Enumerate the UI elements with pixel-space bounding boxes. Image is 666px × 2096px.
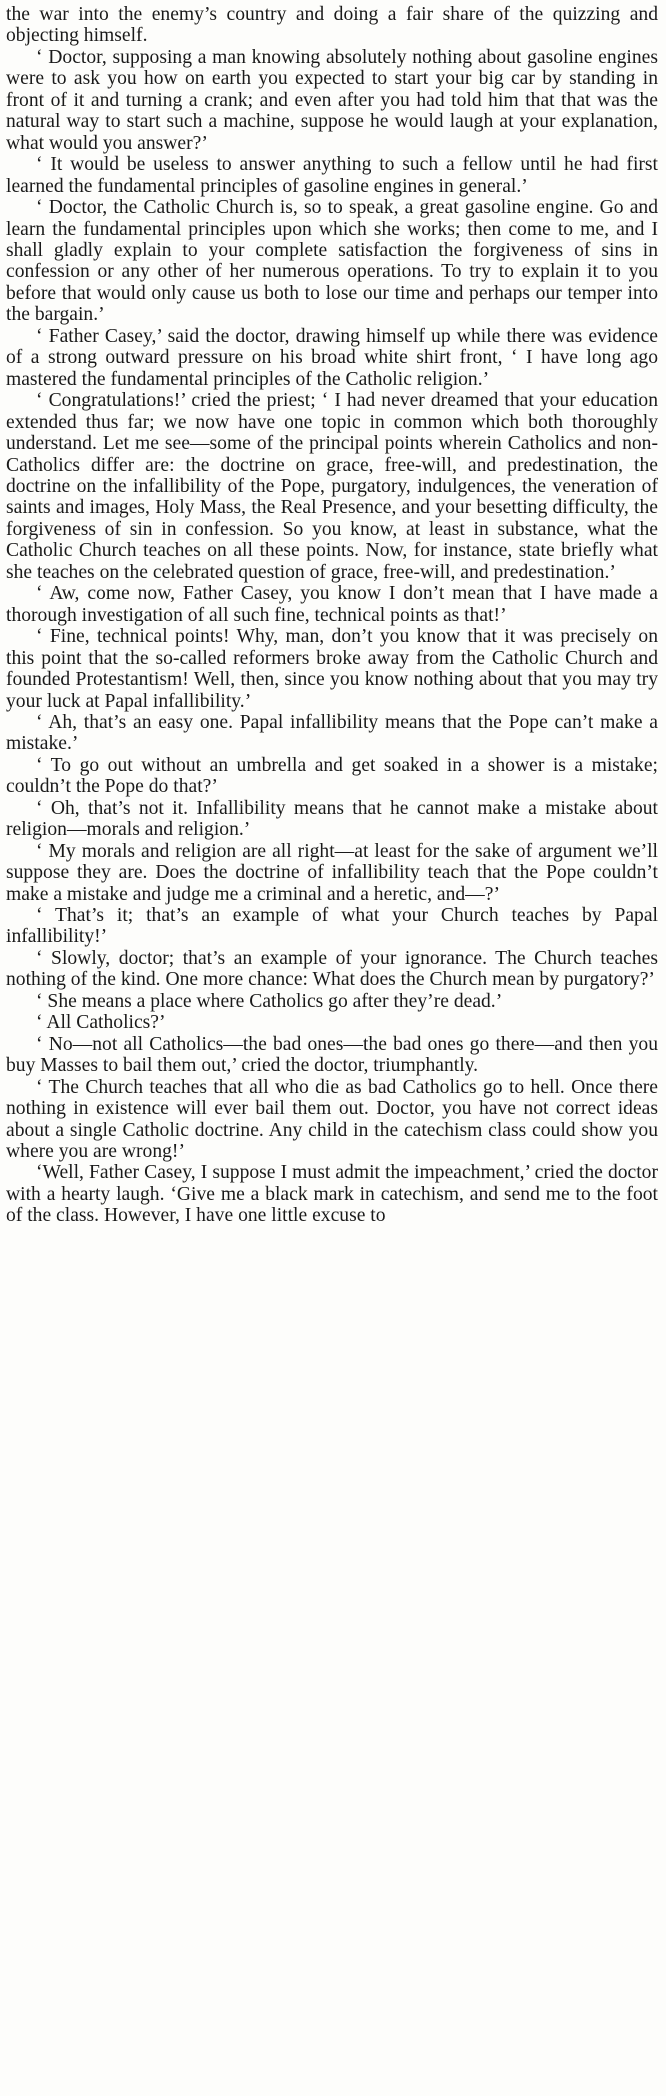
paragraph-umbrella: ‘ To go out without an umbrella and get soaked in a shower is a mistake; couldn’t the Pope do that?’ xyxy=(6,754,658,798)
paragraph-gasoline-question: ‘ Doctor, supposing a man knowing absolutely nothing about gasoline engines were to ask you how on earth you expected to start your big car by standing in front of it and turning a crank; and even after you had told him that that was the natural way to start such a machine, suppose he would laugh at your explanation, what would you answer?’ xyxy=(6,46,658,154)
paragraph-thats-it: ‘ That’s it; that’s an example of what your Church teaches by Papal infallibility!’ xyxy=(6,905,658,948)
paragraph-bad-ones: ‘ No—not all Catholics—the bad ones—the bad ones go there—and then you buy Masses to bail them out,’ cried the doctor, triumphantly. xyxy=(6,1033,658,1077)
paragraph-congratulations: ‘ Congratulations!’ cried the priest; ‘ I had never dreamed that your education extended thus far; we now have one topic in common which both thoroughly understand. Let me see—some of the principal points wherein Catholics and non-Catholics differ are: the doctrine on grace, free-will, and predestination, the doctrine on the infallibility of the Pope, purgatory, indulgences, the veneration of saints and images, Holy Mass, the Real Presence, and your besetting difficulty, the forgiveness of sin in confession. So you know, at least in substance, what the Catholic Church teaches on all these points. Now, for instance, state briefly what she teaches on the celebrated question of grace, free-will, and predestination.’ xyxy=(6,390,658,583)
paragraph-all-catholics: ‘ All Catholics?’ xyxy=(36,1012,166,1034)
paragraph-useless-answer: ‘ It would be useless to answer anything to such a fellow until he had first learned the fundamental principles of gasoline engines in general.’ xyxy=(6,154,658,197)
paragraph-church-teaches-hell: ‘ The Church teaches that all who die as bad Catholics go to hell. Once there nothing in existence will ever bail them out. Doctor, you have not correct ideas about a single Catholic doctrine. Any child in the catechism class could show you where you are wrong!’ xyxy=(6,1076,658,1163)
paragraph-fine-technical-points: ‘ Fine, technical points! Why, man, don’t you know that it was precisely on this point that the so-called reformers broke away from the Catholic Church and founded Protestantism! Well, then, since you know nothing about that you may try your luck at Papal infallibility.’ xyxy=(6,626,658,712)
paragraph-infallibility-means: ‘ Oh, that’s not it. Infallibility means that he cannot make a mistake about religion—morals and religion.’ xyxy=(6,797,658,841)
paragraph-slowly-doctor: ‘ Slowly, doctor; that’s an example of your ignorance. The Church teaches nothing of the kind. One more chance: What does the Church mean by purgatory?’ xyxy=(6,947,658,991)
paragraph-aw-come-now: ‘ Aw, come now, Father Casey, you know I don’t mean that I have made a thorough investigation of all such fine, technical points as that!’ xyxy=(6,583,658,626)
paragraph-easy-one: ‘ Ah, that’s an easy one. Papal infallibility means that the Pope can’t make a mistake.’ xyxy=(6,711,658,755)
paragraph-continuation: the war into the enemy’s country and doing a fair share of the quizzing and objecting himself. xyxy=(6,4,658,47)
text-column xyxy=(6,4,658,1227)
paragraph-morals-religion: ‘ My morals and religion are all right—at least for the sake of argument we’ll suppose they are. Does the doctrine of infallibility teach that the Pope couldn’t make a mistake and judge me a criminal and a heretic, and—?’ xyxy=(6,840,658,905)
paragraph-church-engine: ‘ Doctor, the Catholic Church is, so to speak, a great gasoline engine. Go and learn the fundamental principles upon which she works; then come to me, and I shall gladly explain to your complete satisfaction the forgiveness of sins in confession or any other of her numerous operations. To try to explain it to you before that would only cause us both to lose our time and perhaps our temper into the bargain.’ xyxy=(6,197,658,326)
paragraph-admit-impeachment: ‘Well, Father Casey, I suppose I must admit the impeachment,’ cried the doctor with a hearty laugh. ‘Give me a black mark in catechism, and send me to the foot of the class. However, I have one little excuse to xyxy=(6,1162,658,1227)
paragraph-doctor-mastered: ‘ Father Casey,’ said the doctor, drawing himself up while there was evidence of a strong outward pressure on his broad white shirt front, ‘ I have long ago mastered the fundamental principles of the Catholic religion.’ xyxy=(6,325,658,390)
paragraph-place-after-dead: ‘ She means a place where Catholics go after they’re dead.’ xyxy=(36,990,503,1012)
